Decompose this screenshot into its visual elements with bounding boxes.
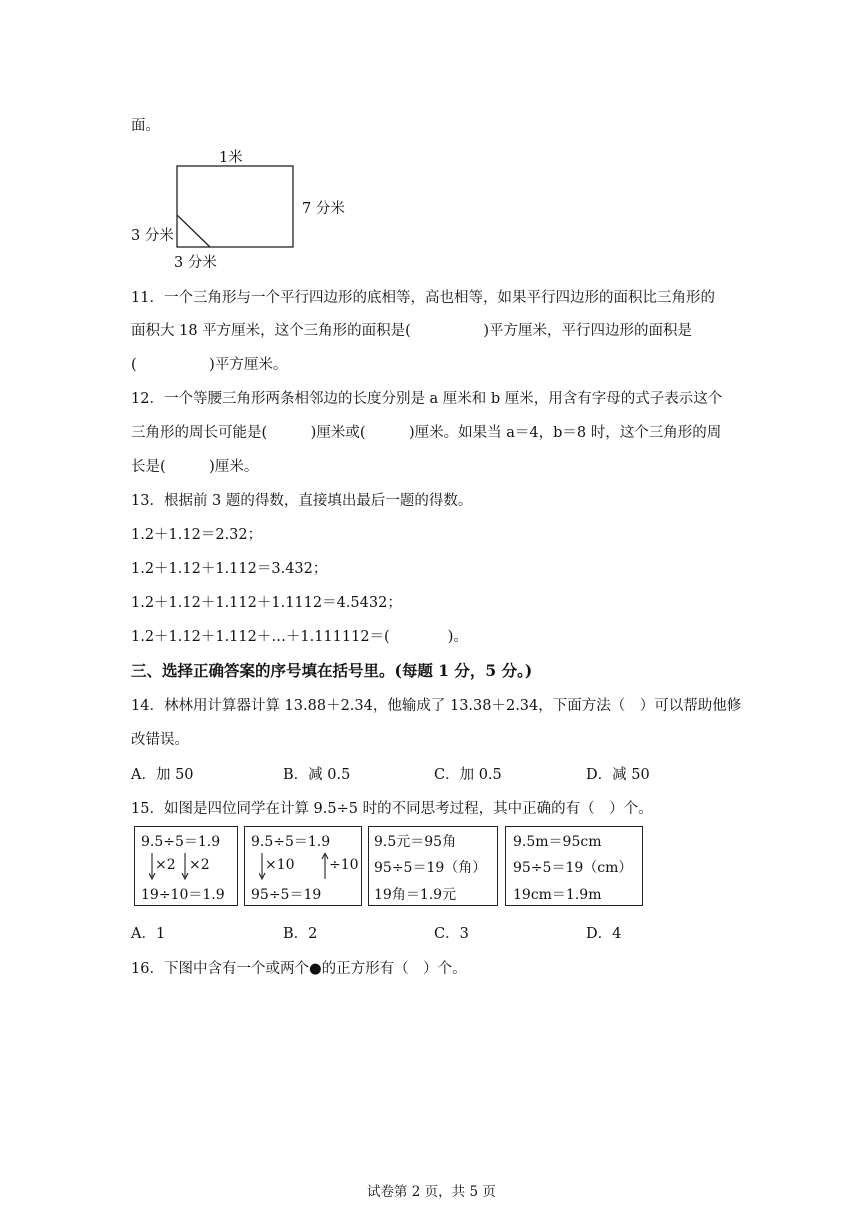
box2-bottom: 95÷5＝19 — [251, 887, 322, 903]
box1-mid-right: ×2 — [189, 857, 210, 873]
q16-line1: 16．下图中含有一个或两个●的正方形有（ ）个。 — [131, 961, 467, 977]
q15-option-c: C．3 — [434, 926, 469, 942]
box3-row2: 95÷5＝19（角） — [374, 860, 487, 876]
q14-option-a: A．加 50 — [131, 767, 194, 783]
q13-eq4: 1.2＋1.12＋1.112＋…＋1.111112＝( )。 — [131, 629, 468, 645]
q13-eq3: 1.2＋1.12＋1.112＋1.1112＝4.5432； — [131, 595, 402, 611]
box1-mid-left: ×2 — [155, 857, 176, 873]
q11-line2: 面积大 18 平方厘米，这个三角形的面积是( )平方厘米，平行四边形的面积是 — [131, 323, 692, 339]
q14-option-b: B．减 0.5 — [283, 767, 351, 783]
q14-line1: 14．林林用计算器计算 13.88＋2.34，他输成了 13.38＋2.34，下面方法（ ）可以帮助他修 — [131, 698, 742, 714]
q14-option-d: D．减 50 — [586, 767, 650, 783]
box3-row3: 19角＝1.9元 — [374, 887, 457, 903]
figure-top-label: 1米 — [219, 150, 243, 166]
box4-row3: 19cm＝1.9m — [513, 887, 602, 903]
figure-right-label: 7 分米 — [302, 201, 345, 217]
figure-bottom-label: 3 分米 — [174, 255, 217, 271]
q15-option-b: B．2 — [283, 926, 318, 942]
q15-line1: 15．如图是四位同学在计算 9.5÷5 时的不同思考过程，其中正确的有（ ）个。 — [131, 801, 653, 817]
q13-line1: 13．根据前 3 题的得数，直接填出最后一题的得数。 — [131, 493, 473, 509]
q15-box-3 — [368, 826, 498, 906]
q15-box-4 — [505, 826, 643, 906]
box3-row1: 9.5元＝95角 — [374, 834, 457, 850]
box1-bottom: 19÷10＝1.9 — [141, 887, 225, 903]
box4-row1: 9.5m＝95cm — [513, 834, 602, 850]
section-heading: 三、选择正确答案的序号填在括号里。(每题 1 分，5 分。) — [131, 661, 533, 680]
page-footer: 试卷第 2 页，共 5 页 — [367, 1184, 496, 1200]
q15-option-d: D．4 — [586, 926, 622, 942]
box2-top: 9.5÷5＝1.9 — [251, 834, 331, 850]
q13-eq2: 1.2＋1.12＋1.112＝3.432； — [131, 561, 328, 577]
figure-left-label: 3 分米 — [131, 228, 174, 244]
box2-mid-left: ×10 — [265, 857, 295, 873]
q10-tail: 面。 — [131, 118, 160, 134]
q13-eq1: 1.2＋1.12＝2.32； — [131, 527, 263, 543]
q12-line2: 三角形的周长可能是( )厘米或( )厘米。如果当 a＝4，b＝8 时，这个三角形的周 — [131, 425, 722, 441]
box1-top: 9.5÷5＝1.9 — [141, 834, 221, 850]
q15-option-a: A．1 — [131, 926, 166, 942]
box2-mid-right: ÷10 — [329, 857, 359, 873]
box4-row2: 95÷5＝19（cm） — [513, 860, 633, 876]
q12-line3: 长是( )厘米。 — [131, 459, 259, 475]
q15-box-1 — [134, 826, 238, 906]
q15-box-2 — [244, 826, 362, 906]
q14-line2: 改错误。 — [131, 732, 189, 748]
q11-line3: ( )平方厘米。 — [131, 357, 288, 373]
q11-line1: 11．一个三角形与一个平行四边形的底相等，高也相等，如果平行四边形的面积比三角形的 — [131, 290, 715, 306]
q14-option-c: C．加 0.5 — [434, 767, 502, 783]
q12-line1: 12．一个等腰三角形两条相邻边的长度分别是 a 厘米和 b 厘米，用含有字母的式子表示这个 — [131, 391, 723, 407]
